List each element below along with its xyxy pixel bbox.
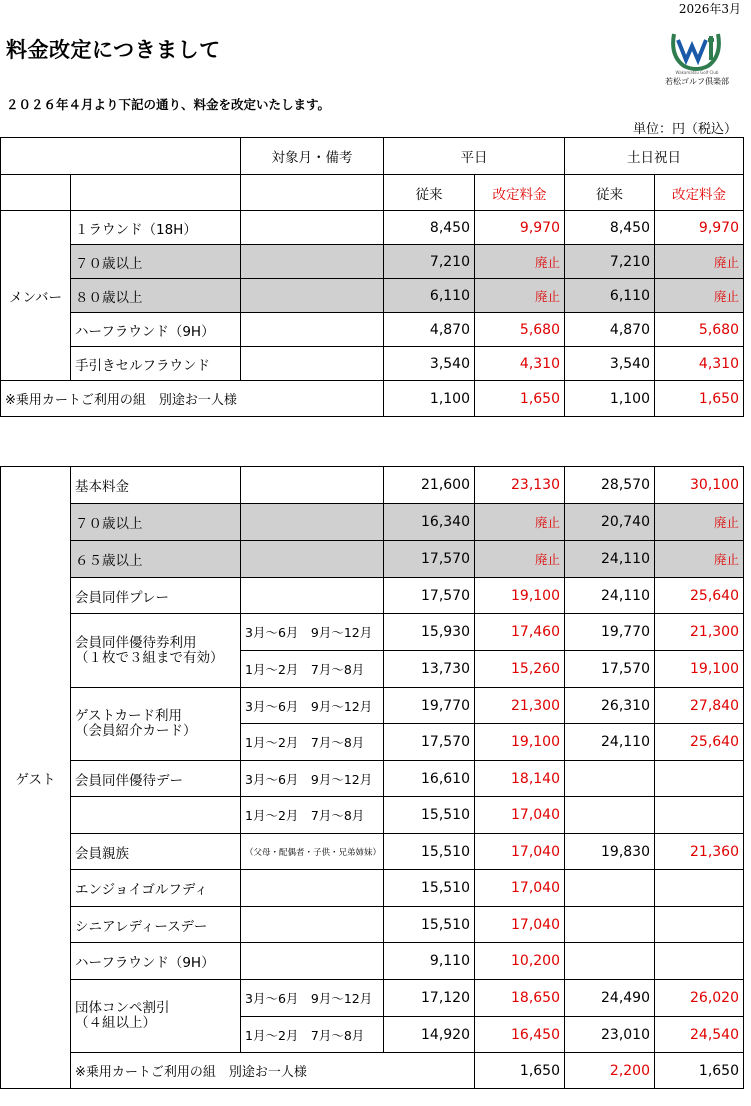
label-line: ゲストカード利用 [75,708,183,724]
row-note [241,943,384,980]
header-blank [1,175,71,211]
category-guest: ゲスト [1,467,71,1089]
price-empty [655,943,744,980]
row-note [241,578,384,614]
price-new: 19,100 [475,578,565,614]
row-label-compe [71,980,241,1053]
price-old: 1,650 [475,1053,565,1089]
row-note [241,870,384,907]
price-new: 廃止 [655,245,744,279]
row-label: 基本料金 [71,467,241,504]
price-new: 21,360 [655,834,744,870]
price-new: 17,040 [475,907,565,943]
price-empty [655,907,744,943]
price-new: 4,310 [655,347,744,381]
club-logo [668,26,724,76]
price-new: 廃止 [655,541,744,578]
price-new: 廃止 [475,279,565,313]
price-new: 5,680 [475,313,565,347]
price-old: 17,570 [384,541,475,578]
price-new: 16,450 [475,1017,565,1053]
price-new: 24,540 [655,1017,744,1053]
price-new: 21,300 [655,614,744,651]
header-old: 従来 [384,175,475,211]
price-old: 15,510 [384,870,475,907]
price-old: 17,120 [384,980,475,1017]
price-old: 6,110 [565,279,655,313]
member-price-table [0,137,744,417]
price-old: 3,540 [565,347,655,381]
price-old: 24,110 [565,724,655,761]
row-note [241,504,384,541]
price-old: 28,570 [565,467,655,504]
price-empty [565,907,655,943]
price-new: 18,650 [475,980,565,1017]
row-label: ７０歳以上 [71,504,241,541]
price-new: 廃止 [475,504,565,541]
row-note [241,347,384,381]
row-note [241,467,384,504]
price-new: 21,300 [475,688,565,724]
label-line: （４組以上） [75,1015,156,1031]
price-old: 13,730 [384,651,475,688]
price-old: 19,770 [384,688,475,724]
price-old: 16,610 [384,761,475,797]
row-label: 会員同伴プレー [71,578,241,614]
row-note: 1月～2月 7月～8月 [241,651,384,688]
price-old: 1,650 [655,1053,744,1089]
row-note: 3月～6月 9月～12月 [241,688,384,724]
price-old: 26,310 [565,688,655,724]
price-old: 24,110 [565,578,655,614]
price-new: 9,970 [475,211,565,245]
price-old: 15,510 [384,907,475,943]
price-old: 24,490 [565,980,655,1017]
row-label: ７０歳以上 [71,245,241,279]
price-new: 15,260 [475,651,565,688]
row-label: ６５歳以上 [71,541,241,578]
price-new: 17,040 [475,797,565,834]
price-old: 20,740 [565,504,655,541]
label-line: 会員同伴優待券利用 [75,634,197,651]
price-old: 7,210 [565,245,655,279]
row-label: エンジョイゴルフディ [71,870,241,907]
logo-english: Wakamatsu Golf Club [675,70,719,75]
row-note: 1月～2月 7月～8月 [241,1017,384,1053]
row-note [241,313,384,347]
row-note: 1月～2月 7月～8月 [241,724,384,761]
price-new: 27,840 [655,688,744,724]
price-old: 4,870 [384,313,475,347]
price-new: 25,640 [655,578,744,614]
price-new: 廃止 [475,541,565,578]
row-note: 3月～6月 9月～12月 [241,761,384,797]
row-label: 会員親族 [71,834,241,870]
price-old: 4,870 [565,313,655,347]
price-new: 30,100 [655,467,744,504]
price-new: 4,310 [475,347,565,381]
row-note [241,245,384,279]
header-blank [1,138,71,175]
price-empty [565,797,655,834]
price-empty [565,870,655,907]
header-new: 改定料金 [655,175,744,211]
price-new: 1,650 [475,381,565,417]
header-weekday: 平日 [384,138,565,175]
price-old: 8,450 [384,211,475,245]
header-blank [71,175,241,211]
row-label: １ラウンド（18H） [71,211,241,245]
row-note: 3月～6月 9月～12月 [241,614,384,651]
price-old: 17,570 [565,651,655,688]
price-new: 9,970 [655,211,744,245]
price-new: 17,040 [475,834,565,870]
issue-date: 2026年3月 [678,2,741,16]
header-holiday: 土日祝日 [565,138,744,175]
price-new: 25,640 [655,724,744,761]
row-note: 3月～6月 9月～12月 [241,980,384,1017]
price-old: 15,510 [384,797,475,834]
price-empty [655,797,744,834]
price-new: 5,680 [655,313,744,347]
guest-price-table [0,466,744,1089]
price-empty [655,870,744,907]
notice-text: ２０２６年４月より下記の通り、料金を改定いたします。 [6,97,331,112]
row-label: ハーフラウンド（9H） [71,943,241,980]
price-old: 15,510 [384,834,475,870]
price-old: 8,450 [565,211,655,245]
cart-note: ※乗用カートご利用の組 別途お一人様 [71,1053,475,1089]
price-old: 14,920 [384,1017,475,1053]
row-label: ８０歳以上 [71,279,241,313]
header-new: 改定料金 [475,175,565,211]
row-label-voucher [71,614,241,688]
price-new: 17,460 [475,614,565,651]
row-note [241,541,384,578]
price-old: 19,830 [565,834,655,870]
price-old: 1,100 [565,381,655,417]
price-empty [655,761,744,797]
header-blank [241,175,384,211]
header-old: 従来 [565,175,655,211]
price-old: 21,600 [384,467,475,504]
price-new: 2,200 [565,1053,655,1089]
header-blank [71,138,241,175]
price-old: 19,770 [565,614,655,651]
price-old: 3,540 [384,347,475,381]
price-old: 7,210 [384,245,475,279]
price-new: 17,040 [475,870,565,907]
price-empty [565,943,655,980]
row-note [241,279,384,313]
row-label [71,797,241,834]
row-label: シニアレディースデー [71,907,241,943]
price-old: 23,010 [565,1017,655,1053]
unit-label: 単位：円（税込） [632,122,737,137]
price-old: 9,110 [384,943,475,980]
row-label: ハーフラウンド（9H） [71,313,241,347]
label-line: （１枚で３組まで有効） [75,649,224,666]
row-label: 手引きセルフラウンド [71,347,241,381]
header-target: 対象月・備考 [241,138,384,175]
label-line: （会員紹介カード） [75,723,197,739]
price-new: 18,140 [475,761,565,797]
price-new: 19,100 [475,724,565,761]
cart-note: ※乗用カートご利用の組 別途お一人様 [1,381,384,417]
price-old: 16,340 [384,504,475,541]
label-line: 団体コンペ割引 [75,1000,170,1016]
price-new: 19,100 [655,651,744,688]
price-new: 廃止 [655,279,744,313]
price-new: 廃止 [475,245,565,279]
price-old: 6,110 [384,279,475,313]
logo-name: 若松ゴルフ倶楽部 [665,77,729,86]
row-label-guestcard [71,688,241,761]
page-title: 料金改定につきまして [6,38,221,62]
price-new: 10,200 [475,943,565,980]
price-old: 17,570 [384,578,475,614]
price-new: 26,020 [655,980,744,1017]
row-note [241,907,384,943]
row-label: 会員同伴優待デー [71,761,241,797]
category-member: メンバー [1,211,71,381]
price-new: 23,130 [475,467,565,504]
row-note: （父母・配偶者・子供・兄弟姉妹） [241,834,384,870]
row-note: 1月～2月 7月～8月 [241,797,384,834]
price-new: 廃止 [655,504,744,541]
price-old: 24,110 [565,541,655,578]
row-note [241,211,384,245]
price-old: 1,100 [384,381,475,417]
price-old: 17,570 [384,724,475,761]
price-empty [565,761,655,797]
price-new: 1,650 [655,381,744,417]
price-old: 15,930 [384,614,475,651]
